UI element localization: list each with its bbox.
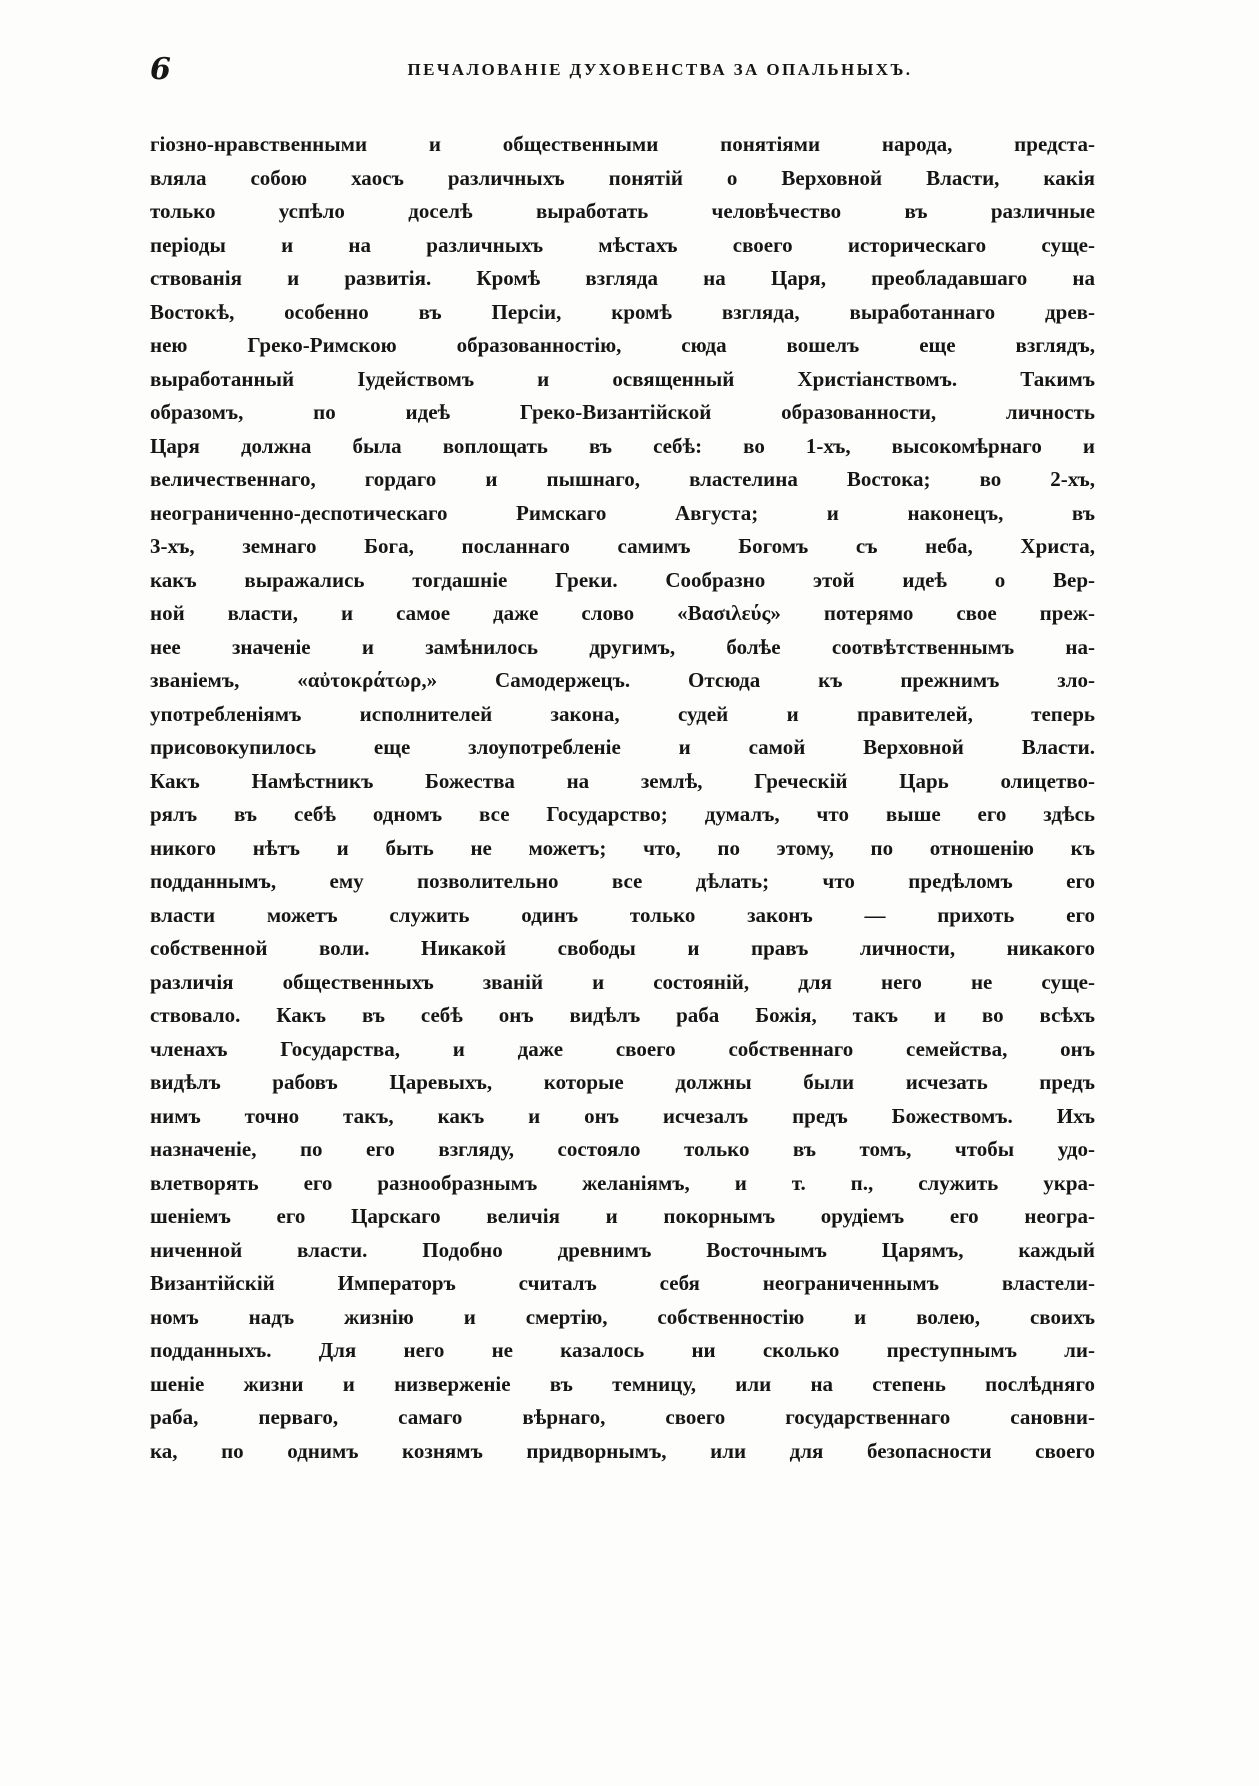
text-line: Какъ Намѣстникъ Божества на землѣ, Греческій Царь олицетво- bbox=[150, 768, 1095, 793]
text-line: членахъ Государства, и даже своего собственнаго семейства, онъ bbox=[150, 1036, 1095, 1061]
text-line: влетворять его разнообразнымъ желаніямъ, и т. п., служить укра- bbox=[150, 1170, 1095, 1195]
text-line: шеніемъ его Царскаго величія и покорнымъ орудіемъ его неогра- bbox=[150, 1204, 1095, 1228]
text-line: только успѣло доселѣ выработать человѣчество въ различные bbox=[150, 199, 1095, 223]
text-line: ной власти, и самое даже слово «Βασιλεύς» потерямо свое преж- bbox=[150, 601, 1095, 625]
text-line: никого нѣтъ и быть не можетъ; что, по этому, по отношенію къ bbox=[150, 835, 1095, 860]
text-line: собственной воли. Никакой свободы и правъ личности, никакого bbox=[150, 936, 1095, 960]
text-line: образомъ, по идеѣ Греко-Византійской образованности, личность bbox=[150, 400, 1095, 424]
text-line: нею Греко-Римскою образованностію, сюда вошелъ еще взглядъ, bbox=[150, 333, 1095, 357]
text-line: подданныхъ. Для него не казалось ни сколько преступнымъ ли- bbox=[150, 1338, 1095, 1362]
running-title: ПЕЧАЛОВАНІЕ ДУХОВЕНСТВА ЗА ОПАЛЬНЫХЪ. bbox=[407, 60, 913, 79]
text-line: ствовало. Какъ въ себѣ онъ видѣлъ раба Божія, такъ и во всѣхъ bbox=[150, 1003, 1095, 1027]
text-line: ствованія и развитія. Кромѣ взгляда на Царя, преобладавшаго на bbox=[150, 266, 1095, 290]
text-line: гіозно-нравственными и общественными понятіями народа, предста- bbox=[150, 132, 1095, 156]
text-line: Царя должна была воплощать въ себѣ: во 1-хъ, высокомѣрнаго и bbox=[150, 433, 1095, 458]
text-line: Византійскій Императоръ считалъ себя неограниченнымъ властели- bbox=[150, 1271, 1095, 1295]
text-line: власти можетъ служить одинъ только законъ — прихоть его bbox=[150, 902, 1095, 927]
text-line: шеніе жизни и низверженіе въ темницу, или на степень послѣдняго bbox=[150, 1371, 1095, 1396]
text-line: раба, перваго, самаго вѣрнаго, своего государственнаго сановни- bbox=[150, 1405, 1095, 1429]
text-line: нимъ точно такъ, какъ и онъ исчезалъ предъ Божествомъ. Ихъ bbox=[150, 1103, 1095, 1128]
text-line: подданнымъ, ему позволительно все дѣлать; что предѣломъ его bbox=[150, 869, 1095, 893]
text-line: періоды и на различныхъ мѣстахъ своего историческаго суще- bbox=[150, 232, 1095, 257]
text-line: назначеніе, по его взгляду, состояло только въ томъ, чтобы удо- bbox=[150, 1137, 1095, 1161]
text-line: величественнаго, гордаго и пышнаго, властелина Востока; во 2-хъ, bbox=[150, 467, 1095, 491]
text-line: ка, по однимъ кознямъ придворнымъ, или для безопасности своего bbox=[150, 1438, 1095, 1463]
body-text bbox=[150, 128, 1095, 1468]
text-line: нее значеніе и замѣнилось другимъ, болѣе соотвѣтственнымъ на- bbox=[150, 634, 1095, 659]
page-number: 6 bbox=[150, 52, 171, 87]
text-line: видѣлъ рабовъ Царевыхъ, которые должны были исчезать предъ bbox=[150, 1070, 1095, 1094]
text-line: какъ выражались тогдашніе Греки. Сообразно этой идеѣ о Вер- bbox=[150, 567, 1095, 592]
text-line: званіемъ, «αὐτοκράτωρ,» Самодержецъ. Отсюда къ прежнимъ зло- bbox=[150, 668, 1095, 692]
text-line: неограниченно-деспотическаго Римскаго Августа; и наконецъ, въ bbox=[150, 500, 1095, 525]
text-line: Востокѣ, особенно въ Персіи, кромѣ взгляда, выработаннаго древ- bbox=[150, 299, 1095, 324]
text-line: употребленіямъ исполнителей закона, судей и правителей, теперь bbox=[150, 701, 1095, 726]
text-line: рялъ въ себѣ одномъ все Государство; думалъ, что выше его здѣсь bbox=[150, 802, 1095, 826]
text-line: выработанный Іудействомъ и освященный Христіанствомъ. Такимъ bbox=[150, 366, 1095, 391]
text-line: 3-хъ, земнаго Бога, посланнаго самимъ Богомъ съ неба, Христа, bbox=[150, 534, 1095, 558]
text-line: ниченной власти. Подобно древнимъ Восточнымъ Царямъ, каждый bbox=[150, 1237, 1095, 1262]
text-line: различія общественныхъ званій и состояній, для него не суще- bbox=[150, 969, 1095, 994]
text-line: номъ надъ жизнію и смертію, собственностію и волею, своихъ bbox=[150, 1304, 1095, 1329]
page-header bbox=[150, 52, 1090, 88]
text-line: присовокупилось еще злоупотребленіе и самой Верховной Власти. bbox=[150, 735, 1095, 759]
text-line: вляла собою хаосъ различныхъ понятій о Верховной Власти, какія bbox=[150, 165, 1095, 190]
